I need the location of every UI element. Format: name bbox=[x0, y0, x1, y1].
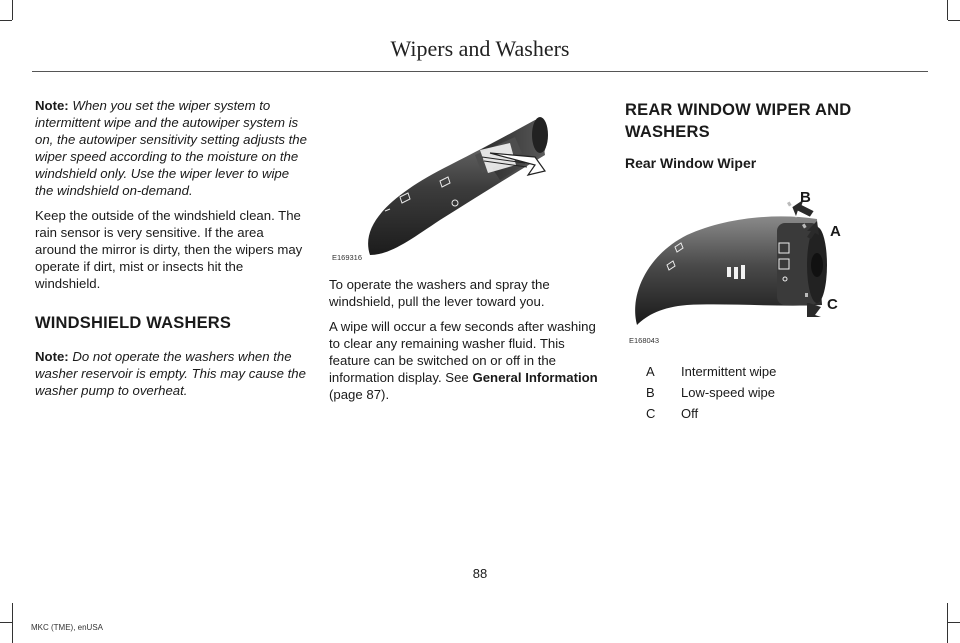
general-information-link[interactable]: General Information bbox=[472, 370, 598, 385]
legend-key: A bbox=[646, 364, 655, 379]
paragraph-wipe-after-wash: A wipe will occur a few seconds after washing to clear any remaining washer fluid. This feature can be switched on or off in the information display. See General Information (page 87). bbox=[329, 319, 598, 402]
note-autowiper bbox=[35, 97, 307, 199]
crop-mark bbox=[947, 0, 948, 20]
note-label: Note: bbox=[35, 349, 69, 364]
rear-wiper-figure bbox=[627, 185, 897, 345]
section-heading-rear-wiper: REAR WINDOW WIPER AND WASHERS bbox=[625, 101, 852, 141]
callout-a: A bbox=[830, 223, 841, 240]
middle-column bbox=[329, 276, 604, 411]
paragraph-rain-sensor: Keep the outside of the windshield clean. The rain sensor is very sensitive. If the area around the mirror is dirty, then the wipers may operate if dirt, mist or insects hit the windshield. bbox=[35, 208, 303, 291]
crop-mark bbox=[948, 622, 960, 623]
crop-mark bbox=[12, 603, 13, 643]
subheading-rear-window-wiper: Rear Window Wiper bbox=[625, 155, 757, 171]
figure-code: E168043 bbox=[629, 336, 660, 345]
page-title: Wipers and Washers bbox=[390, 36, 570, 61]
header-rule bbox=[32, 71, 928, 72]
footer-meta: MKC (TME), enUSA bbox=[31, 623, 104, 632]
callout-legend bbox=[646, 364, 926, 434]
rear-wiper-lever-illustration bbox=[627, 185, 897, 345]
right-column bbox=[625, 99, 925, 172]
crop-mark bbox=[947, 603, 948, 643]
note-text: Do not operate the washers when the washer reservoir is empty. This may cause the washer pump to overheat. bbox=[35, 349, 306, 398]
crop-mark bbox=[948, 20, 960, 21]
crop-mark bbox=[12, 0, 13, 20]
legend-value: Off bbox=[681, 406, 699, 421]
paragraph-operate-washers: To operate the washers and spray the windshield, pull the lever toward you. bbox=[329, 277, 550, 309]
wiper-lever-figure bbox=[330, 95, 598, 267]
legend-value: Intermittent wipe bbox=[681, 364, 777, 379]
note-label: Note: bbox=[35, 98, 69, 113]
section-heading-windshield-washers: WINDSHIELD WASHERS bbox=[35, 314, 232, 332]
wiper-lever-pull-illustration bbox=[330, 95, 598, 267]
legend-key: B bbox=[646, 385, 655, 400]
callout-b: B bbox=[800, 189, 811, 206]
figure-code: E169316 bbox=[332, 253, 363, 262]
page-number: 88 bbox=[472, 566, 488, 581]
legend-value: Low-speed wipe bbox=[681, 385, 775, 400]
callout-c: C bbox=[827, 296, 838, 313]
legend-key: C bbox=[646, 406, 656, 421]
note-text: When you set the wiper system to intermittent wipe and the autowiper system is on, the autowiper sensitivity setting adjusts the wiper speed according to the moisture on the windshield only. Use the wiper lever to wipe the windshield on-demand. bbox=[35, 98, 307, 198]
note-washer-reservoir bbox=[35, 348, 307, 399]
left-column bbox=[35, 97, 307, 407]
crop-mark bbox=[0, 20, 12, 21]
crop-mark bbox=[0, 622, 12, 623]
